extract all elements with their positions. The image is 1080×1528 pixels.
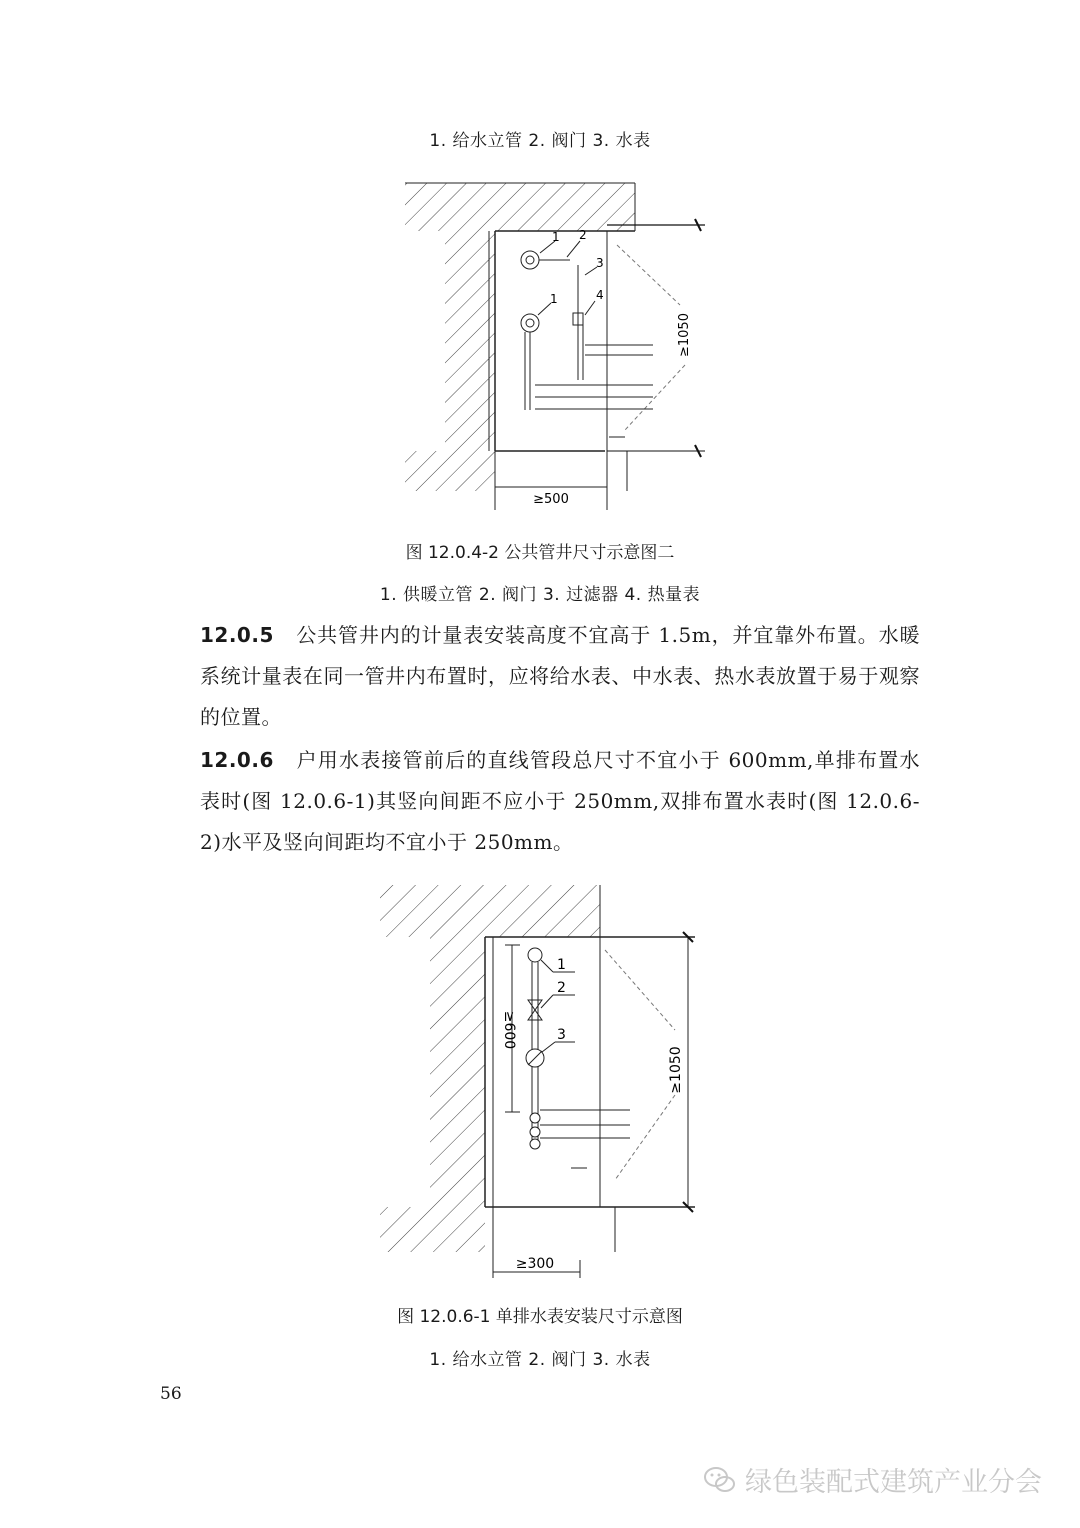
- figure2-caption: 图 12.0.6-1 单排水表安装尺寸示意图: [397, 1307, 683, 1327]
- callout-2: 2: [557, 980, 566, 996]
- callout-1: 1: [557, 957, 566, 973]
- figure-shaft-diagram-1: [395, 175, 715, 515]
- dim-vertical-label: ≥600: [501, 1010, 517, 1050]
- clause-12-0-6: [200, 740, 920, 863]
- clause-text: 公共管井内的计量表安装高度不宜高于 1.5m，并宜靠外布置。水暖系统计量表在同一管井内布置时，应将给水表、中水表、热水表放置于易于观察的位置。: [200, 623, 920, 729]
- watermark: [703, 1460, 1042, 1499]
- legend-top: 1. 给水立管 2. 阀门 3. 水表: [429, 131, 651, 151]
- dim-width-label-2: ≥300: [515, 1256, 555, 1272]
- callout-2: 2: [579, 228, 587, 242]
- wechat-icon: [703, 1465, 737, 1495]
- dim-height-label-2: ≥1050: [668, 1046, 684, 1094]
- callout-3: 3: [596, 256, 604, 270]
- clause-number: 12.0.5: [200, 623, 274, 647]
- callout-3: 3: [557, 1027, 566, 1043]
- figure1-legend: 1. 供暖立管 2. 阀门 3. 过滤器 4. 热量表: [379, 585, 701, 605]
- figure2-legend: 1. 给水立管 2. 阀门 3. 水表: [429, 1350, 651, 1370]
- figure-single-row-meter: [375, 880, 705, 1285]
- callout-4: 4: [596, 288, 604, 302]
- watermark-text: 绿色装配式建筑产业分会: [745, 1467, 1042, 1498]
- dim-width-label: ≥500: [533, 492, 569, 507]
- callout-1a: 1: [552, 230, 560, 244]
- clause-number: 12.0.6: [200, 748, 274, 772]
- dim-height-label: ≥1050: [677, 313, 692, 357]
- page-number: 56: [160, 1384, 182, 1404]
- callout-1b: 1: [550, 292, 558, 306]
- clause-12-0-5: [200, 615, 920, 738]
- figure1-caption: 图 12.0.4-2 公共管井尺寸示意图二: [405, 543, 675, 563]
- clause-text: 户用水表接管前后的直线管段总尺寸不宜小于 600mm,单排布置水表时(图 12.0.6-1)其竖向间距不应小于 250mm,双排布置水表时(图 12.0.6-2)水平及竖向间距均不宜小于 250mm。: [200, 748, 920, 854]
